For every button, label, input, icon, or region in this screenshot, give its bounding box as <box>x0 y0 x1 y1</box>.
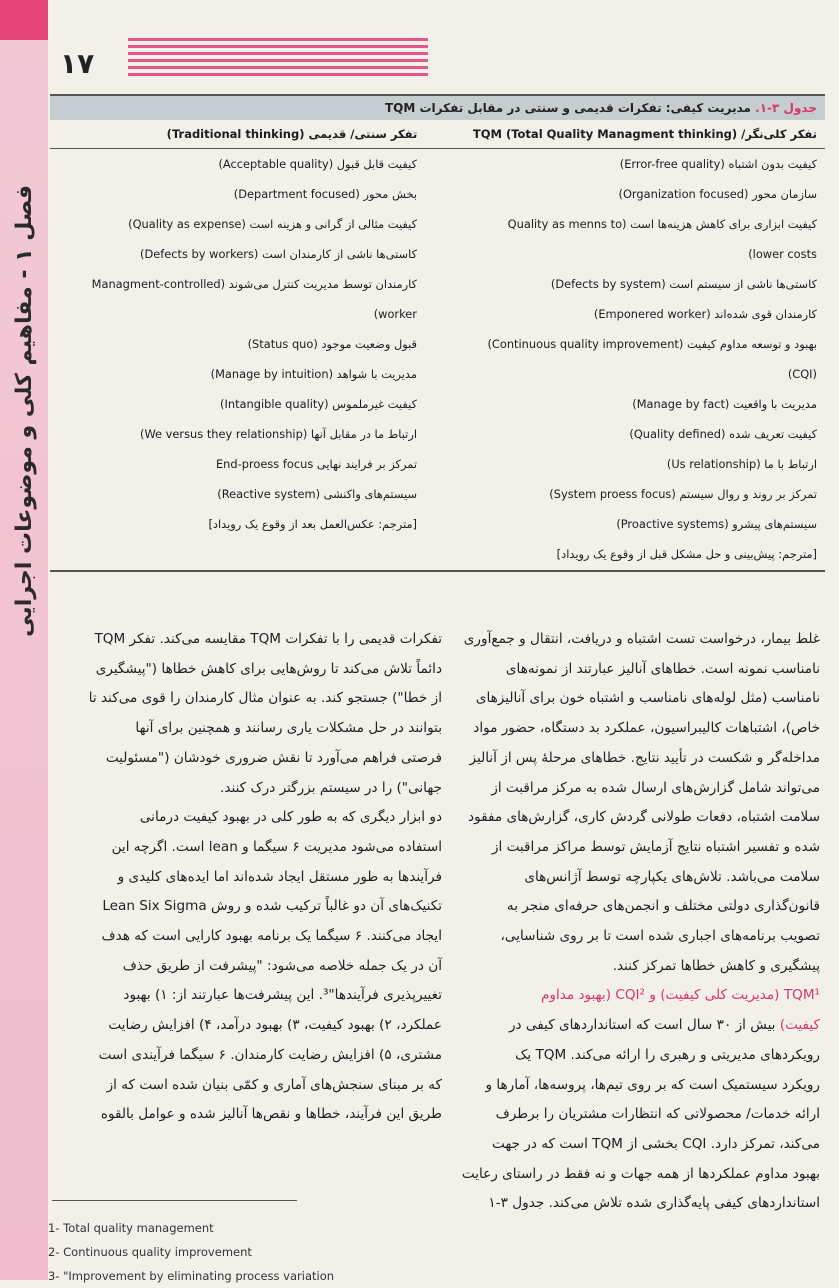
traditional-row: [مترجم: عکس‌العمل بعد از وقوع یک رویداد] <box>208 517 417 531</box>
text-line: فرصتی فراهم می‌آورد تا نقش ضروری خودشان ("مسئولیت <box>105 749 442 766</box>
text-line: بتوانند در حل مشکلات یاری رسانند و همچنین برای آنها <box>135 720 442 737</box>
footnotes <box>48 1216 334 1288</box>
body-column-right <box>450 625 820 1219</box>
section-heading-tqm-cqi <box>450 981 820 1011</box>
tqm-row: lower costs) <box>748 247 817 261</box>
chapter-side-tab <box>0 0 48 1280</box>
traditional-row: worker) <box>373 307 417 321</box>
text-line: استفاده می‌شود مدیریت ۶ سیگما و lean است. اگرچه این <box>111 838 442 855</box>
text-line: سلامت اشتباه، دفعات طولانی گردش کاری، گزارش‌های مفقود <box>468 809 820 826</box>
text-line: شده و تفسیر اشتباه نتایج آزمایش توسط مراکز مراقبت از <box>491 838 820 855</box>
traditional-row: کیفیت غیرملموس (Intangible quality) <box>220 397 417 411</box>
tqm-row: کیفیت ابزاری برای کاهش هزینه‌ها است (Quality as menns to <box>507 217 817 231</box>
traditional-row: بخش محور (Department focused) <box>233 187 417 201</box>
tqm-row: سازمان محور (Organization focused) <box>618 187 817 201</box>
text-line: طریق این فرآیند، خطاها و نقص‌ها آنالیز شده و عوامل بالقوه <box>100 1106 442 1123</box>
text-line: مشتری، ۵) افزایش رضایت کارمندان. ۶ سیگما فرآیندی است <box>98 1046 442 1063</box>
tqm-row: کاستی‌ها ناشی از سیستم است (Defects by system) <box>550 277 817 291</box>
text-line: عملکرد، ۲) بهبود کیفیت، ۳) بهبود درآمد، ۴) افزایش رضایت <box>108 1017 442 1034</box>
tqm-row: (CQI) <box>787 367 817 381</box>
text-line: که بر مبنای سنجش‌های آماری و کمّی بنیان شده است که از <box>106 1076 442 1093</box>
tqm-row: تمرکز بر روند و روال سیستم (System proess focus) <box>549 487 817 501</box>
paragraph-errors <box>450 625 820 981</box>
text-line: نامناسب (مثل لوله‌های نامناسب و اشتباه خون برای آنالیزهای <box>475 690 820 707</box>
text-line: تغییرپذیری فرآیندها"³. این پیشرفت‌ها عبارتند از: ۱) بهبود <box>123 987 442 1004</box>
header-traditional: تفکر سنتی/ قدیمی (Traditional thinking) <box>166 127 418 141</box>
text-line: می‌تواند شامل گزارش‌های ارسال شده به مرکز مراقبت از <box>491 779 820 796</box>
text-line: ارائه خدمات/ محصولاتی که انتظارات مشتریان را برطرف <box>495 1106 820 1123</box>
tqm-row: کارمندان قوی شده‌اند (Emponered worker) <box>593 307 817 321</box>
text-line: خاص)، اشتباهات کالیبراسیون، عملکرد بد دستگاه، حضور مواد <box>473 720 820 737</box>
footnote-2: 2- Continuous quality improvement <box>48 1245 252 1259</box>
traditional-row: کارمندان توسط مدیریت کنترل می‌شوند (Managment-controlled <box>91 277 417 291</box>
tqm-row: بهبود و توسعه مداوم کیفیت (Continuous quality improvement) <box>487 337 817 351</box>
text-line: نامناسب نمونه است. خطاهای آنالیز عبارتند از نمونه‌های <box>505 660 820 677</box>
text-line: استانداردهای کیفی پایه‌گذاری شده تلاش می‌کند. جدول ۳-۱ <box>488 1195 820 1212</box>
text-line: تکنیک‌های آن دو غالباً ترکیب شده و روش Lean Six Sigma <box>102 898 442 915</box>
traditional-row: کیفیت قابل قبول (Acceptable quality) <box>218 157 417 171</box>
text-line: سلامت می‌باشد. تلاش‌های یکپارچه توسط آژانس‌های <box>524 868 820 885</box>
text-line: دو ابزار دیگری که به طور کلی در بهبود کیفیت درمانی <box>139 809 442 826</box>
comparison-table <box>50 94 825 572</box>
body-column-left <box>52 625 442 1130</box>
traditional-row: تمرکز بر فرایند نهایی End-proess focus <box>215 457 417 471</box>
text-line: از خطا") جستجو کند. به عنوان مثال کارمندان را قوی می‌کند تا <box>88 690 442 707</box>
text-line: می‌کند، تمرکز دارد. CQI بخشی از TQM است که در جهت <box>491 1135 820 1152</box>
text-line: فرآیندها به طور مستقل ایجاد شده‌اند اما ایده‌های کلیدی و <box>117 868 442 885</box>
traditional-row: مدیریت با شواهد (Manage by intuition) <box>210 367 417 381</box>
text-line: قانون‌گذاری دولتی مختلف و انجمن‌های حرفه‌ای منجر به <box>506 898 820 915</box>
text-line: رویکرد سیستمیک است که بر روی تیم‌ها، پروسه‌ها، آمارها و <box>485 1076 820 1093</box>
tqm-row: [مترجم: پیش‌بینی و حل مشکل قبل از وقوع یک رویداد] <box>556 547 817 561</box>
text-line: پیشگیری و کاهش خطاها تمرکز کنند. <box>612 957 820 974</box>
tqm-row: کیفیت تعریف شده (Quality defined) <box>629 427 817 441</box>
table-caption <box>50 96 825 120</box>
traditional-column <box>50 149 425 569</box>
footnote-1: 1- Total quality management <box>48 1221 214 1235</box>
text-line: بهبود مداوم عملکردها از همه جهات و نه فقط در راستای رعایت <box>461 1165 820 1182</box>
text-line: دائماً تلاش می‌کند تا روش‌هایی برای کاهش خطاها ("پیشگیری <box>95 660 442 677</box>
text-line: تفکرات قدیمی را با تفکرات TQM مقایسه می‌کند. تفکر TQM <box>94 631 442 647</box>
paragraph-tqm <box>450 1011 820 1219</box>
tqm-row: کیفیت بدون اشتباه (Error-free quality) <box>619 157 817 171</box>
decorative-stripes <box>128 38 428 86</box>
table-caption-number: جدول ۳-۱. <box>755 101 817 115</box>
header-tqm: تفکر کلی‌نگر/ TQM (Total Quality Managment thinking) <box>472 127 817 141</box>
tqm-column <box>425 149 825 569</box>
heading-line-a: TQM¹ (مدیریت کلی کیفیت) و CQI² (بهبود مداوم <box>540 987 820 1004</box>
traditional-row: کاستی‌ها ناشی از کارمندان است (Defects by workers) <box>140 247 417 261</box>
tqm-row: مدیریت با واقعیت (Manage by fact) <box>632 397 817 411</box>
table-body <box>50 149 825 569</box>
text-line: آن در یک جمله خلاصه می‌شود: "پیشرفت از طریق حذف <box>122 957 442 974</box>
page-number: ۱۷ <box>60 47 95 80</box>
tqm-row: سیستم‌های پیشرو (Proactive systems) <box>616 517 817 531</box>
text-line: جهانی") را در سیستم بزرگتر درک کنند. <box>220 779 442 796</box>
text-line: ایجاد می‌کنند. ۶ سیگما یک برنامه بهبود کارایی است که هدف <box>101 928 442 945</box>
chapter-title-vertical: فصل ۱ - مفاهیم کلی و موضوعات اجرایی <box>12 185 37 637</box>
tqm-row: ارتباط با ما (Us relationship) <box>666 457 817 471</box>
text-line: رویکردهای مدیریتی و رهبری را ارائه می‌کند. TQM یک <box>515 1046 820 1063</box>
table-caption-text: مدیریت کیفی: تفکرات قدیمی و سنتی در مقابل تفکرات TQM <box>384 101 751 115</box>
text-line: بیش از ۳۰ سال است که استانداردهای کیفی در <box>508 1017 780 1034</box>
traditional-row: سیستم‌های واکنشی (Reactive system) <box>217 487 417 501</box>
text-line: مداخله‌گر و شکست در تأیید نتایج. خطاهای مرحلهٔ پس از آنالیز <box>469 749 820 766</box>
text-line: تصویب برنامه‌های اجباری شده است تا بر روی شناسایی، <box>500 928 820 945</box>
side-tab-top-block <box>0 0 48 40</box>
heading-line-b: کیفیت) <box>779 1017 820 1034</box>
text-line: غلط بیمار، درخواست تست اشتباه و دریافت، انتقال و جمع‌آوری <box>463 631 820 647</box>
traditional-row: کیفیت مثالی از گرانی و هزینه است (Quality as expense) <box>128 217 417 231</box>
traditional-row: قبول وضعیت موجود (Status quo) <box>247 337 417 351</box>
footnote-divider <box>52 1200 297 1201</box>
footnote-3: 3- "Improvement by eliminating process variation <box>48 1269 335 1283</box>
traditional-row: ارتباط ما در مقابل آنها (We versus they relationship) <box>140 427 417 441</box>
table-header-row <box>50 120 825 149</box>
